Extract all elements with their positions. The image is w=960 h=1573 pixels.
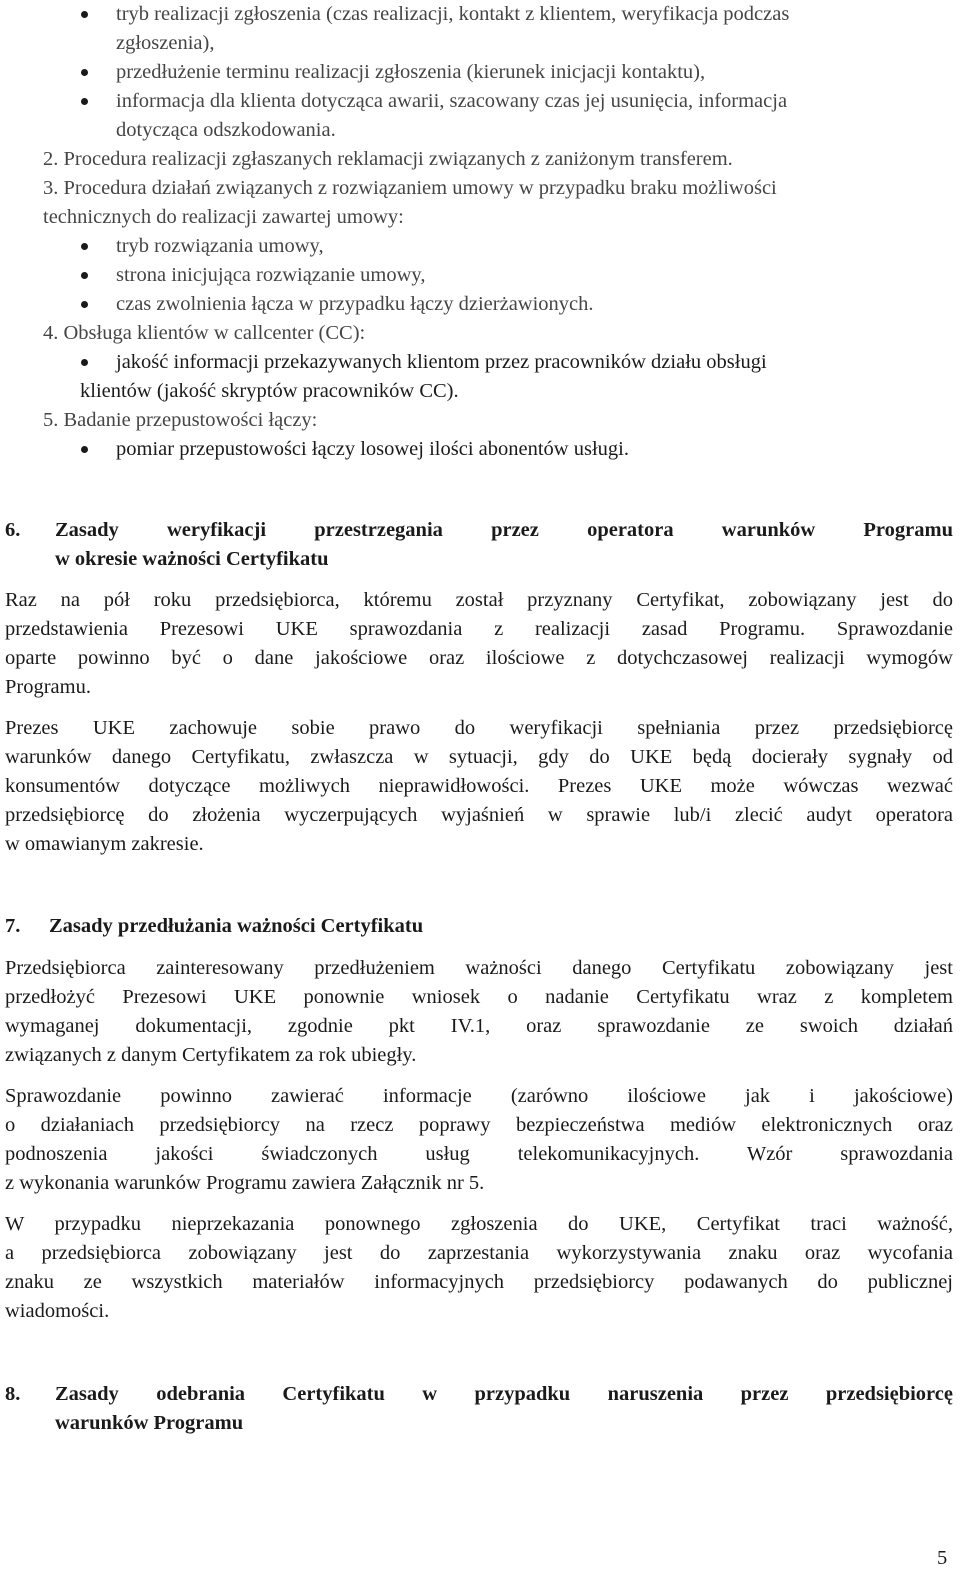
paragraph-line: przedsiębiorcę do złożenia wyczerpujących wyjaśnień w sprawie lub/i zlecić audyt operatora <box>5 804 953 826</box>
paragraph-line: Programu. <box>5 676 91 698</box>
numbered-item-3-continuation: technicznych do realizacji zawartej umowy: <box>43 206 404 228</box>
page-number: 5 <box>937 1547 948 1569</box>
bullet-dot <box>81 272 88 279</box>
numbered-item-5: 5. Badanie przepustowości łączy: <box>43 409 318 431</box>
paragraph-line: W przypadku nieprzekazania ponownego zgłoszenia do UKE, Certyfikat traci ważność, <box>5 1213 953 1235</box>
numbered-item-4: 4. Obsługa klientów w callcenter (CC): <box>43 322 366 344</box>
section-6-number: 6. <box>5 519 21 541</box>
paragraph-line: Prezes UKE zachowuje sobie prawo do weryfikacji spełniania przez przedsiębiorcę <box>5 717 953 739</box>
paragraph-line: z wykonania warunków Programu zawiera Załącznik nr 5. <box>5 1172 485 1194</box>
paragraph-line: wiadomości. <box>5 1300 110 1322</box>
paragraph-line: związanych z danym Certyfikatem za rok ubiegły. <box>5 1044 417 1066</box>
section-7-heading: Zasady przedłużania ważności Certyfikatu <box>49 915 424 937</box>
list-item: tryb rozwiązania umowy, <box>116 235 324 257</box>
list-item: czas zwolnienia łącza w przypadku łączy dzierżawionych. <box>116 293 594 315</box>
paragraph-line: o działaniach przedsiębiorcy na rzecz poprawy bezpieczeństwa mediów elektronicznych oraz <box>5 1114 953 1136</box>
section-6-heading-continuation: w okresie ważności Certyfikatu <box>55 548 329 570</box>
list-item: tryb realizacji zgłoszenia (czas realizacji, kontakt z klientem, weryfikacja podczas <box>116 3 790 25</box>
section-7-number: 7. <box>5 915 21 937</box>
paragraph-line: Przedsiębiorca zainteresowany przedłużeniem ważności danego Certyfikatu zobowiązany jest <box>5 957 953 979</box>
paragraph-line: a przedsiębiorca zobowiązany jest do zaprzestania wykorzystywania znaku oraz wycofania <box>5 1242 953 1264</box>
list-item: strona inicjująca rozwiązanie umowy, <box>116 264 426 286</box>
section-6-heading: Zasady weryfikacji przestrzegania przez operatora warunków Programu <box>55 519 953 541</box>
paragraph-line: znaku ze wszystkich materiałów informacyjnych przedsiębiorcy podawanych do publicznej <box>5 1271 953 1293</box>
list-item: przedłużenie terminu realizacji zgłoszenia (kierunek inicjacji kontaktu), <box>116 61 706 83</box>
list-item: informacja dla klienta dotycząca awarii, szacowany czas jej usunięcia, informacja <box>116 90 788 112</box>
section-8-heading-continuation: warunków Programu <box>55 1412 244 1434</box>
paragraph-line: oparte powinno być o dane jakościowe oraz ilościowe z dotychczasowej realizacji wymogów <box>5 647 953 669</box>
bullet-dot <box>81 98 88 105</box>
numbered-item-2: 2. Procedura realizacji zgłaszanych reklamacji związanych z zaniżonym transferem. <box>43 148 733 170</box>
bullet-dot <box>81 359 88 366</box>
paragraph-line: przedstawienia Prezesowi UKE sprawozdania z realizacji zasad Programu. Sprawozdanie <box>5 618 953 640</box>
list-item: jakość informacji przekazywanych klientom przez pracowników działu obsługi <box>116 351 767 373</box>
list-item-continuation: dotycząca odszkodowania. <box>116 119 336 141</box>
paragraph-line: podnoszenia jakości świadczonych usług telekomunikacyjnych. Wzór sprawozdania <box>5 1143 953 1165</box>
paragraph-line: w omawianym zakresie. <box>5 833 204 855</box>
paragraph-line: wymaganej dokumentacji, zgodnie pkt IV.1, oraz sprawozdanie ze swoich działań <box>5 1015 953 1037</box>
paragraph-line: konsumentów dotyczące możliwych nieprawidłowości. Prezes UKE może wówczas wezwać <box>5 775 953 797</box>
bullet-dot <box>81 243 88 250</box>
list-item-continuation: klientów (jakość skryptów pracowników CC). <box>80 380 459 402</box>
paragraph-line: przedłożyć Prezesowi UKE ponownie wniosek o nadanie Certyfikatu wraz z kompletem <box>5 986 953 1008</box>
section-8-heading: Zasady odebrania Certyfikatu w przypadku naruszenia przez przedsiębiorcę <box>55 1383 953 1405</box>
paragraph-line: Raz na pół roku przedsiębiorca, któremu został przyznany Certyfikat, zobowiązany jest do <box>5 589 953 611</box>
list-item: pomiar przepustowości łączy losowej ilości abonentów usługi. <box>116 438 629 460</box>
bullet-dot <box>81 446 88 453</box>
bullet-dot <box>81 11 88 18</box>
bullet-dot <box>81 69 88 76</box>
bullet-dot <box>81 301 88 308</box>
paragraph-line: Sprawozdanie powinno zawierać informacje (zarówno ilościowe jak i jakościowe) <box>5 1085 953 1107</box>
section-8-number: 8. <box>5 1383 21 1405</box>
list-item-continuation: zgłoszenia), <box>116 32 215 54</box>
numbered-item-3: 3. Procedura działań związanych z rozwiązaniem umowy w przypadku braku możliwości <box>43 177 777 199</box>
paragraph-line: warunków danego Certyfikatu, zwłaszcza w sytuacji, gdy do UKE będą docierały sygnały od <box>5 746 953 768</box>
